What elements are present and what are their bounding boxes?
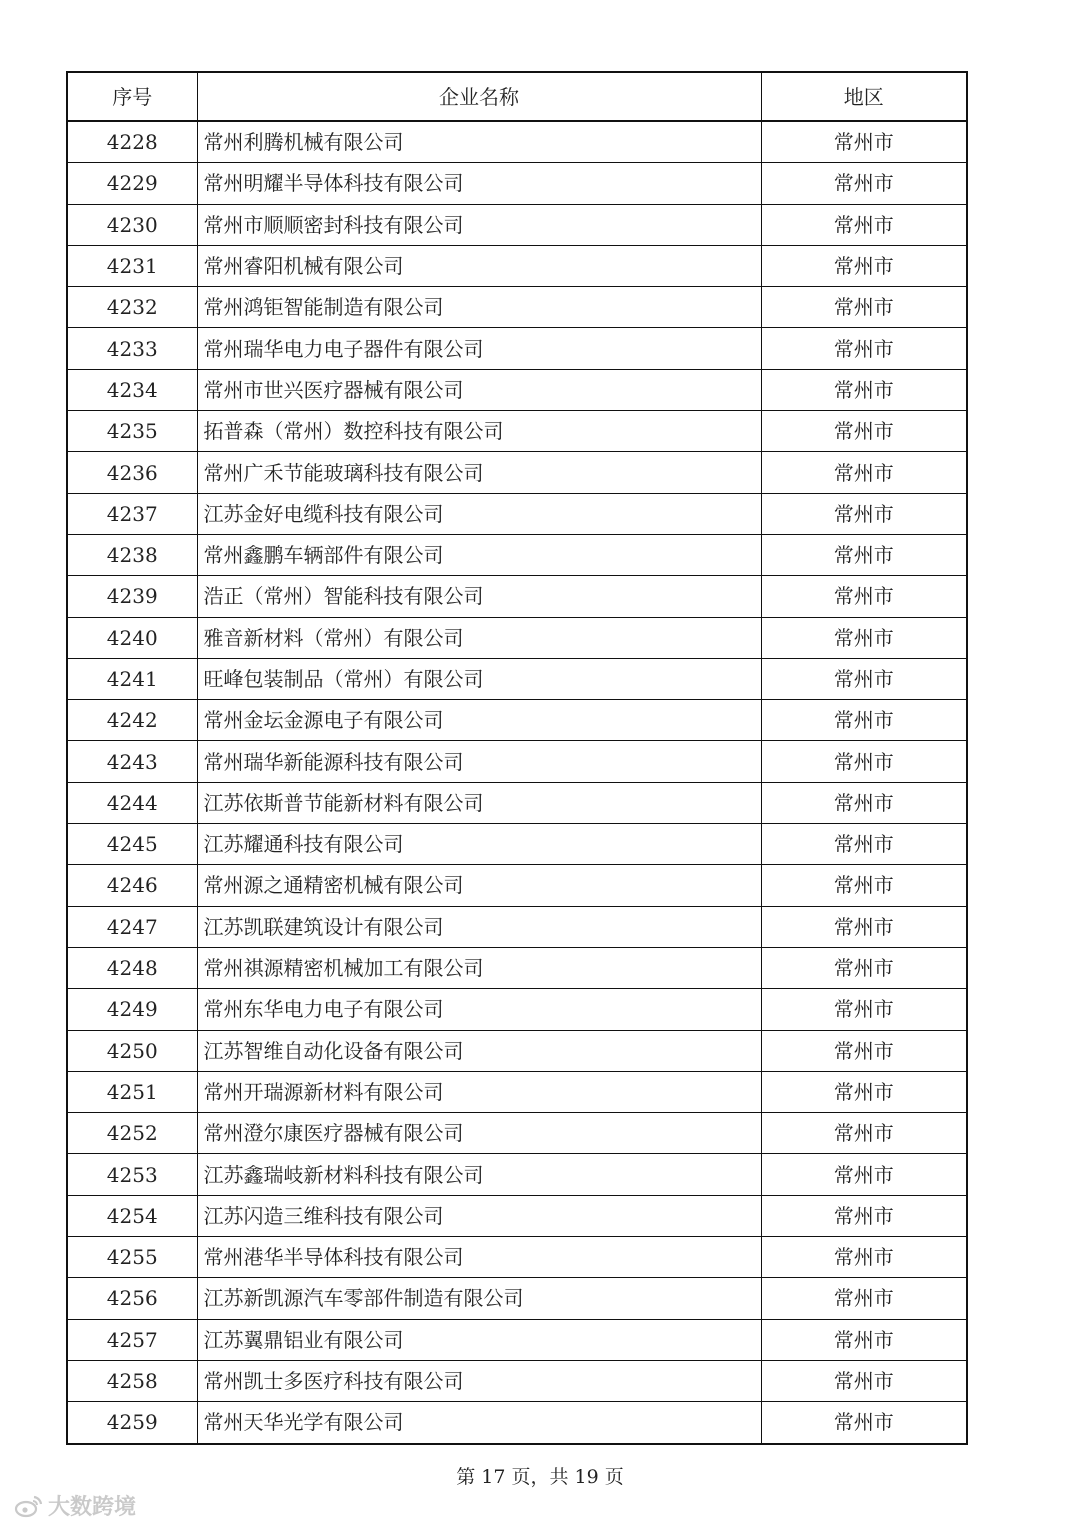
table-row bbox=[67, 576, 967, 617]
row-region: 常州市 bbox=[761, 824, 967, 865]
row-seq: 4259 bbox=[67, 1402, 197, 1444]
table-row bbox=[67, 1195, 967, 1236]
row-region: 常州市 bbox=[761, 617, 967, 658]
table-row bbox=[67, 1113, 967, 1154]
header-name: 企业名称 bbox=[197, 72, 761, 121]
row-region: 常州市 bbox=[761, 947, 967, 988]
row-seq: 4240 bbox=[67, 617, 197, 658]
row-region: 常州市 bbox=[761, 121, 967, 163]
row-region: 常州市 bbox=[761, 163, 967, 204]
row-company-name: 常州澄尔康医疗器械有限公司 bbox=[197, 1113, 761, 1154]
row-region: 常州市 bbox=[761, 989, 967, 1030]
row-seq: 4244 bbox=[67, 782, 197, 823]
table-body bbox=[67, 121, 967, 1444]
row-region: 常州市 bbox=[761, 1113, 967, 1154]
row-seq: 4255 bbox=[67, 1237, 197, 1278]
row-region: 常州市 bbox=[761, 204, 967, 245]
row-company-name: 常州瑞华新能源科技有限公司 bbox=[197, 741, 761, 782]
table-row bbox=[67, 163, 967, 204]
row-company-name: 江苏依斯普节能新材料有限公司 bbox=[197, 782, 761, 823]
table-row bbox=[67, 1071, 967, 1112]
table-row bbox=[67, 1030, 967, 1071]
table-row bbox=[67, 1319, 967, 1360]
row-seq: 4245 bbox=[67, 824, 197, 865]
table-row bbox=[67, 411, 967, 452]
row-region: 常州市 bbox=[761, 369, 967, 410]
row-region: 常州市 bbox=[761, 245, 967, 286]
row-seq: 4228 bbox=[67, 121, 197, 163]
row-region: 常州市 bbox=[761, 658, 967, 699]
table-row bbox=[67, 1402, 967, 1444]
row-seq: 4231 bbox=[67, 245, 197, 286]
row-company-name: 江苏新凯源汽车零部件制造有限公司 bbox=[197, 1278, 761, 1319]
row-company-name: 常州鑫鹏车辆部件有限公司 bbox=[197, 534, 761, 575]
weibo-logo-icon bbox=[14, 1494, 44, 1518]
row-region: 常州市 bbox=[761, 1237, 967, 1278]
table-row bbox=[67, 245, 967, 286]
row-seq: 4243 bbox=[67, 741, 197, 782]
row-seq: 4252 bbox=[67, 1113, 197, 1154]
table-row bbox=[67, 865, 967, 906]
row-company-name: 雅音新材料（常州）有限公司 bbox=[197, 617, 761, 658]
row-seq: 4233 bbox=[67, 328, 197, 369]
row-seq: 4238 bbox=[67, 534, 197, 575]
table-row bbox=[67, 617, 967, 658]
table-row bbox=[67, 452, 967, 493]
table-row bbox=[67, 824, 967, 865]
row-company-name: 常州利腾机械有限公司 bbox=[197, 121, 761, 163]
watermark-text: 大数跨境 bbox=[48, 1495, 137, 1520]
row-company-name: 常州瑞华电力电子器件有限公司 bbox=[197, 328, 761, 369]
table-row bbox=[67, 534, 967, 575]
table-row bbox=[67, 287, 967, 328]
row-seq: 4234 bbox=[67, 369, 197, 410]
row-region: 常州市 bbox=[761, 741, 967, 782]
table-row bbox=[67, 493, 967, 534]
row-seq: 4236 bbox=[67, 452, 197, 493]
row-seq: 4241 bbox=[67, 658, 197, 699]
row-company-name: 江苏智维自动化设备有限公司 bbox=[197, 1030, 761, 1071]
row-seq: 4256 bbox=[67, 1278, 197, 1319]
row-company-name: 常州开瑞源新材料有限公司 bbox=[197, 1071, 761, 1112]
row-region: 常州市 bbox=[761, 493, 967, 534]
row-company-name: 常州市顺顺密封科技有限公司 bbox=[197, 204, 761, 245]
row-seq: 4247 bbox=[67, 906, 197, 947]
row-company-name: 常州港华半导体科技有限公司 bbox=[197, 1237, 761, 1278]
row-region: 常州市 bbox=[761, 1071, 967, 1112]
row-company-name: 常州市世兴医疗器械有限公司 bbox=[197, 369, 761, 410]
table-row bbox=[67, 204, 967, 245]
row-seq: 4242 bbox=[67, 700, 197, 741]
enterprise-list-table bbox=[66, 71, 968, 1445]
row-region: 常州市 bbox=[761, 1154, 967, 1195]
row-region: 常州市 bbox=[761, 1195, 967, 1236]
row-seq: 4253 bbox=[67, 1154, 197, 1195]
table-row bbox=[67, 700, 967, 741]
table-row bbox=[67, 658, 967, 699]
row-seq: 4229 bbox=[67, 163, 197, 204]
row-company-name: 江苏耀通科技有限公司 bbox=[197, 824, 761, 865]
row-region: 常州市 bbox=[761, 906, 967, 947]
row-seq: 4258 bbox=[67, 1360, 197, 1401]
row-region: 常州市 bbox=[761, 1360, 967, 1401]
row-company-name: 常州天华光学有限公司 bbox=[197, 1402, 761, 1444]
table-row bbox=[67, 328, 967, 369]
row-company-name: 常州鸿钜智能制造有限公司 bbox=[197, 287, 761, 328]
row-company-name: 常州源之通精密机械有限公司 bbox=[197, 865, 761, 906]
table-row bbox=[67, 1154, 967, 1195]
row-seq: 4230 bbox=[67, 204, 197, 245]
row-region: 常州市 bbox=[761, 865, 967, 906]
header-region: 地区 bbox=[761, 72, 967, 121]
row-seq: 4239 bbox=[67, 576, 197, 617]
row-region: 常州市 bbox=[761, 1030, 967, 1071]
row-region: 常州市 bbox=[761, 452, 967, 493]
row-region: 常州市 bbox=[761, 287, 967, 328]
row-company-name: 拓普森（常州）数控科技有限公司 bbox=[197, 411, 761, 452]
watermark bbox=[14, 1490, 136, 1521]
row-company-name: 常州睿阳机械有限公司 bbox=[197, 245, 761, 286]
row-company-name: 江苏鑫瑞岐新材料科技有限公司 bbox=[197, 1154, 761, 1195]
row-company-name: 常州东华电力电子有限公司 bbox=[197, 989, 761, 1030]
row-region: 常州市 bbox=[761, 1319, 967, 1360]
row-company-name: 江苏闪造三维科技有限公司 bbox=[197, 1195, 761, 1236]
table-row bbox=[67, 947, 967, 988]
row-seq: 4249 bbox=[67, 989, 197, 1030]
row-company-name: 旺峰包装制品（常州）有限公司 bbox=[197, 658, 761, 699]
row-seq: 4248 bbox=[67, 947, 197, 988]
table-row bbox=[67, 1360, 967, 1401]
row-seq: 4232 bbox=[67, 287, 197, 328]
header-seq: 序号 bbox=[67, 72, 197, 121]
row-company-name: 常州明耀半导体科技有限公司 bbox=[197, 163, 761, 204]
table-row bbox=[67, 1278, 967, 1319]
table-row bbox=[67, 741, 967, 782]
row-company-name: 江苏金好电缆科技有限公司 bbox=[197, 493, 761, 534]
table-row bbox=[67, 1237, 967, 1278]
row-seq: 4254 bbox=[67, 1195, 197, 1236]
table-header-row bbox=[67, 72, 967, 121]
row-seq: 4235 bbox=[67, 411, 197, 452]
table-row bbox=[67, 906, 967, 947]
table-row bbox=[67, 369, 967, 410]
row-region: 常州市 bbox=[761, 700, 967, 741]
row-seq: 4250 bbox=[67, 1030, 197, 1071]
table-row bbox=[67, 989, 967, 1030]
row-seq: 4251 bbox=[67, 1071, 197, 1112]
row-region: 常州市 bbox=[761, 1278, 967, 1319]
row-seq: 4257 bbox=[67, 1319, 197, 1360]
row-region: 常州市 bbox=[761, 328, 967, 369]
row-region: 常州市 bbox=[761, 534, 967, 575]
row-region: 常州市 bbox=[761, 1402, 967, 1444]
row-company-name: 江苏翼鼎铝业有限公司 bbox=[197, 1319, 761, 1360]
row-company-name: 常州凯士多医疗科技有限公司 bbox=[197, 1360, 761, 1401]
row-region: 常州市 bbox=[761, 576, 967, 617]
row-seq: 4246 bbox=[67, 865, 197, 906]
page-number: 第 17 页，共 19 页 bbox=[456, 1466, 624, 1488]
table-row bbox=[67, 782, 967, 823]
row-region: 常州市 bbox=[761, 411, 967, 452]
row-region: 常州市 bbox=[761, 782, 967, 823]
row-company-name: 浩正（常州）智能科技有限公司 bbox=[197, 576, 761, 617]
row-seq: 4237 bbox=[67, 493, 197, 534]
row-company-name: 江苏凯联建筑设计有限公司 bbox=[197, 906, 761, 947]
table-row bbox=[67, 121, 967, 163]
row-company-name: 常州祺源精密机械加工有限公司 bbox=[197, 947, 761, 988]
row-company-name: 常州广禾节能玻璃科技有限公司 bbox=[197, 452, 761, 493]
row-company-name: 常州金坛金源电子有限公司 bbox=[197, 700, 761, 741]
